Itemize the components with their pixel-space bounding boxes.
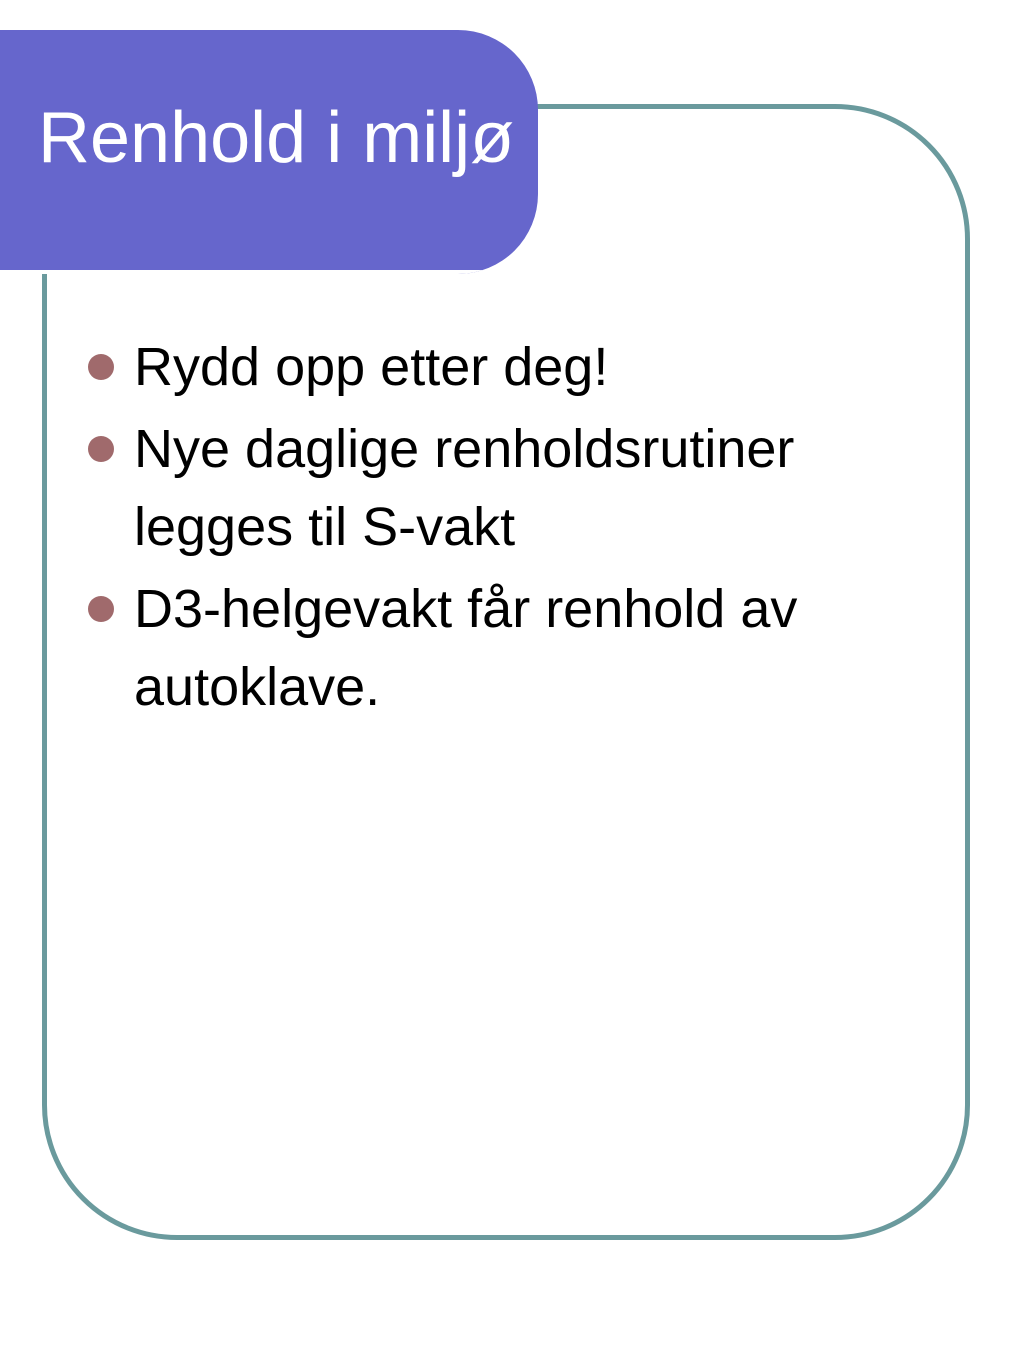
bullet-dot-icon (88, 596, 114, 622)
bullet-list (86, 328, 906, 730)
bullet-dot-icon (88, 436, 114, 462)
bullet-text: Rydd opp etter deg! (134, 337, 609, 397)
bullet-item (86, 328, 906, 406)
bullet-text: Nye daglige renholdsrutiner legges til S-vakt (134, 419, 795, 557)
bullet-item (86, 570, 906, 726)
bullet-text: D3-helgevakt får renhold av autoklave. (134, 579, 798, 717)
bullet-dot-icon (88, 354, 114, 380)
bullet-item (86, 410, 906, 566)
slide-title: Renhold i miljø (38, 98, 515, 178)
title-underline (0, 270, 538, 274)
